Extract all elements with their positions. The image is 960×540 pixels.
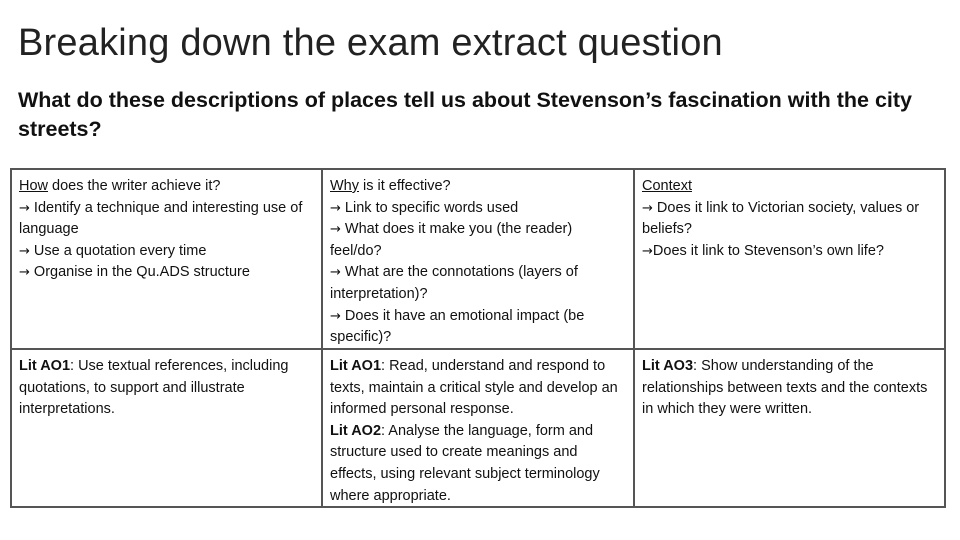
- ao1-left-cell: [12, 350, 323, 506]
- ao-label: Lit AO1: [19, 358, 71, 374]
- arrow-icon: →: [19, 265, 30, 281]
- arrow-icon: →: [642, 200, 653, 216]
- how-cell: [12, 170, 323, 350]
- why-heading-underlined: Why: [330, 178, 359, 194]
- ao1-ao2-cell: [323, 350, 635, 506]
- why-cell: [323, 170, 635, 350]
- why-item: → What does it make you (the reader) feel/do?: [330, 221, 573, 259]
- exam-question: What do these descriptions of places tell us about Stevenson’s fascination with the city streets?: [18, 88, 913, 141]
- ao3-cell: [635, 350, 944, 506]
- context-item: →Does it link to Stevenson’s own life?: [642, 242, 884, 259]
- arrow-icon: →: [330, 308, 341, 324]
- arrow-icon: →: [19, 200, 30, 216]
- ao-label: Lit AO1: [330, 358, 382, 374]
- context-cell: [635, 170, 944, 350]
- how-item: → Use a quotation every time: [19, 242, 207, 259]
- arrow-icon: →: [330, 265, 341, 281]
- ao3-text: Lit AO3: Show understanding of the relationships between texts and the contexts in which they were written.: [642, 358, 928, 418]
- why-item: → Does it have an emotional impact (be specific)?: [330, 307, 585, 346]
- how-heading-rest: does the writer achieve it?: [48, 178, 221, 194]
- slide-title: Breaking down the exam extract question: [18, 22, 723, 64]
- ao-label: Lit AO2: [330, 422, 382, 439]
- arrow-icon: →: [330, 222, 341, 238]
- ao1-mid-text: Lit AO1: Read, understand and respond to texts, maintain a critical style and develop an informed personal response.: [330, 358, 618, 418]
- how-item: → Identify a technique and interesting use of language: [19, 199, 303, 238]
- context-heading: Context: [642, 178, 692, 194]
- how-heading-underlined: How: [19, 178, 49, 194]
- ao-label: Lit AO3: [642, 358, 694, 374]
- arrow-icon: →: [330, 200, 341, 216]
- why-heading-rest: is it effective?: [359, 178, 451, 194]
- why-item: → Link to specific words used: [330, 199, 519, 216]
- arrow-icon: →: [19, 243, 30, 259]
- context-item: → Does it link to Victorian society, values or beliefs?: [642, 199, 920, 238]
- ao2-text: Lit AO2: Analyse the language, form and structure used to create meanings and effects, using relevant subject terminology where appropriate.: [330, 422, 600, 504]
- ao1-left-text: Lit AO1: Use textual references, including quotations, to support and illustrate interpretations.: [19, 358, 289, 418]
- why-heading: [330, 176, 626, 198]
- breakdown-table: [10, 168, 946, 508]
- why-item: → What are the connotations (layers of interpretation)?: [330, 264, 578, 302]
- how-item: → Organise in the Qu.ADS structure: [19, 264, 250, 281]
- how-heading: [19, 176, 314, 198]
- arrow-icon: →: [642, 243, 653, 259]
